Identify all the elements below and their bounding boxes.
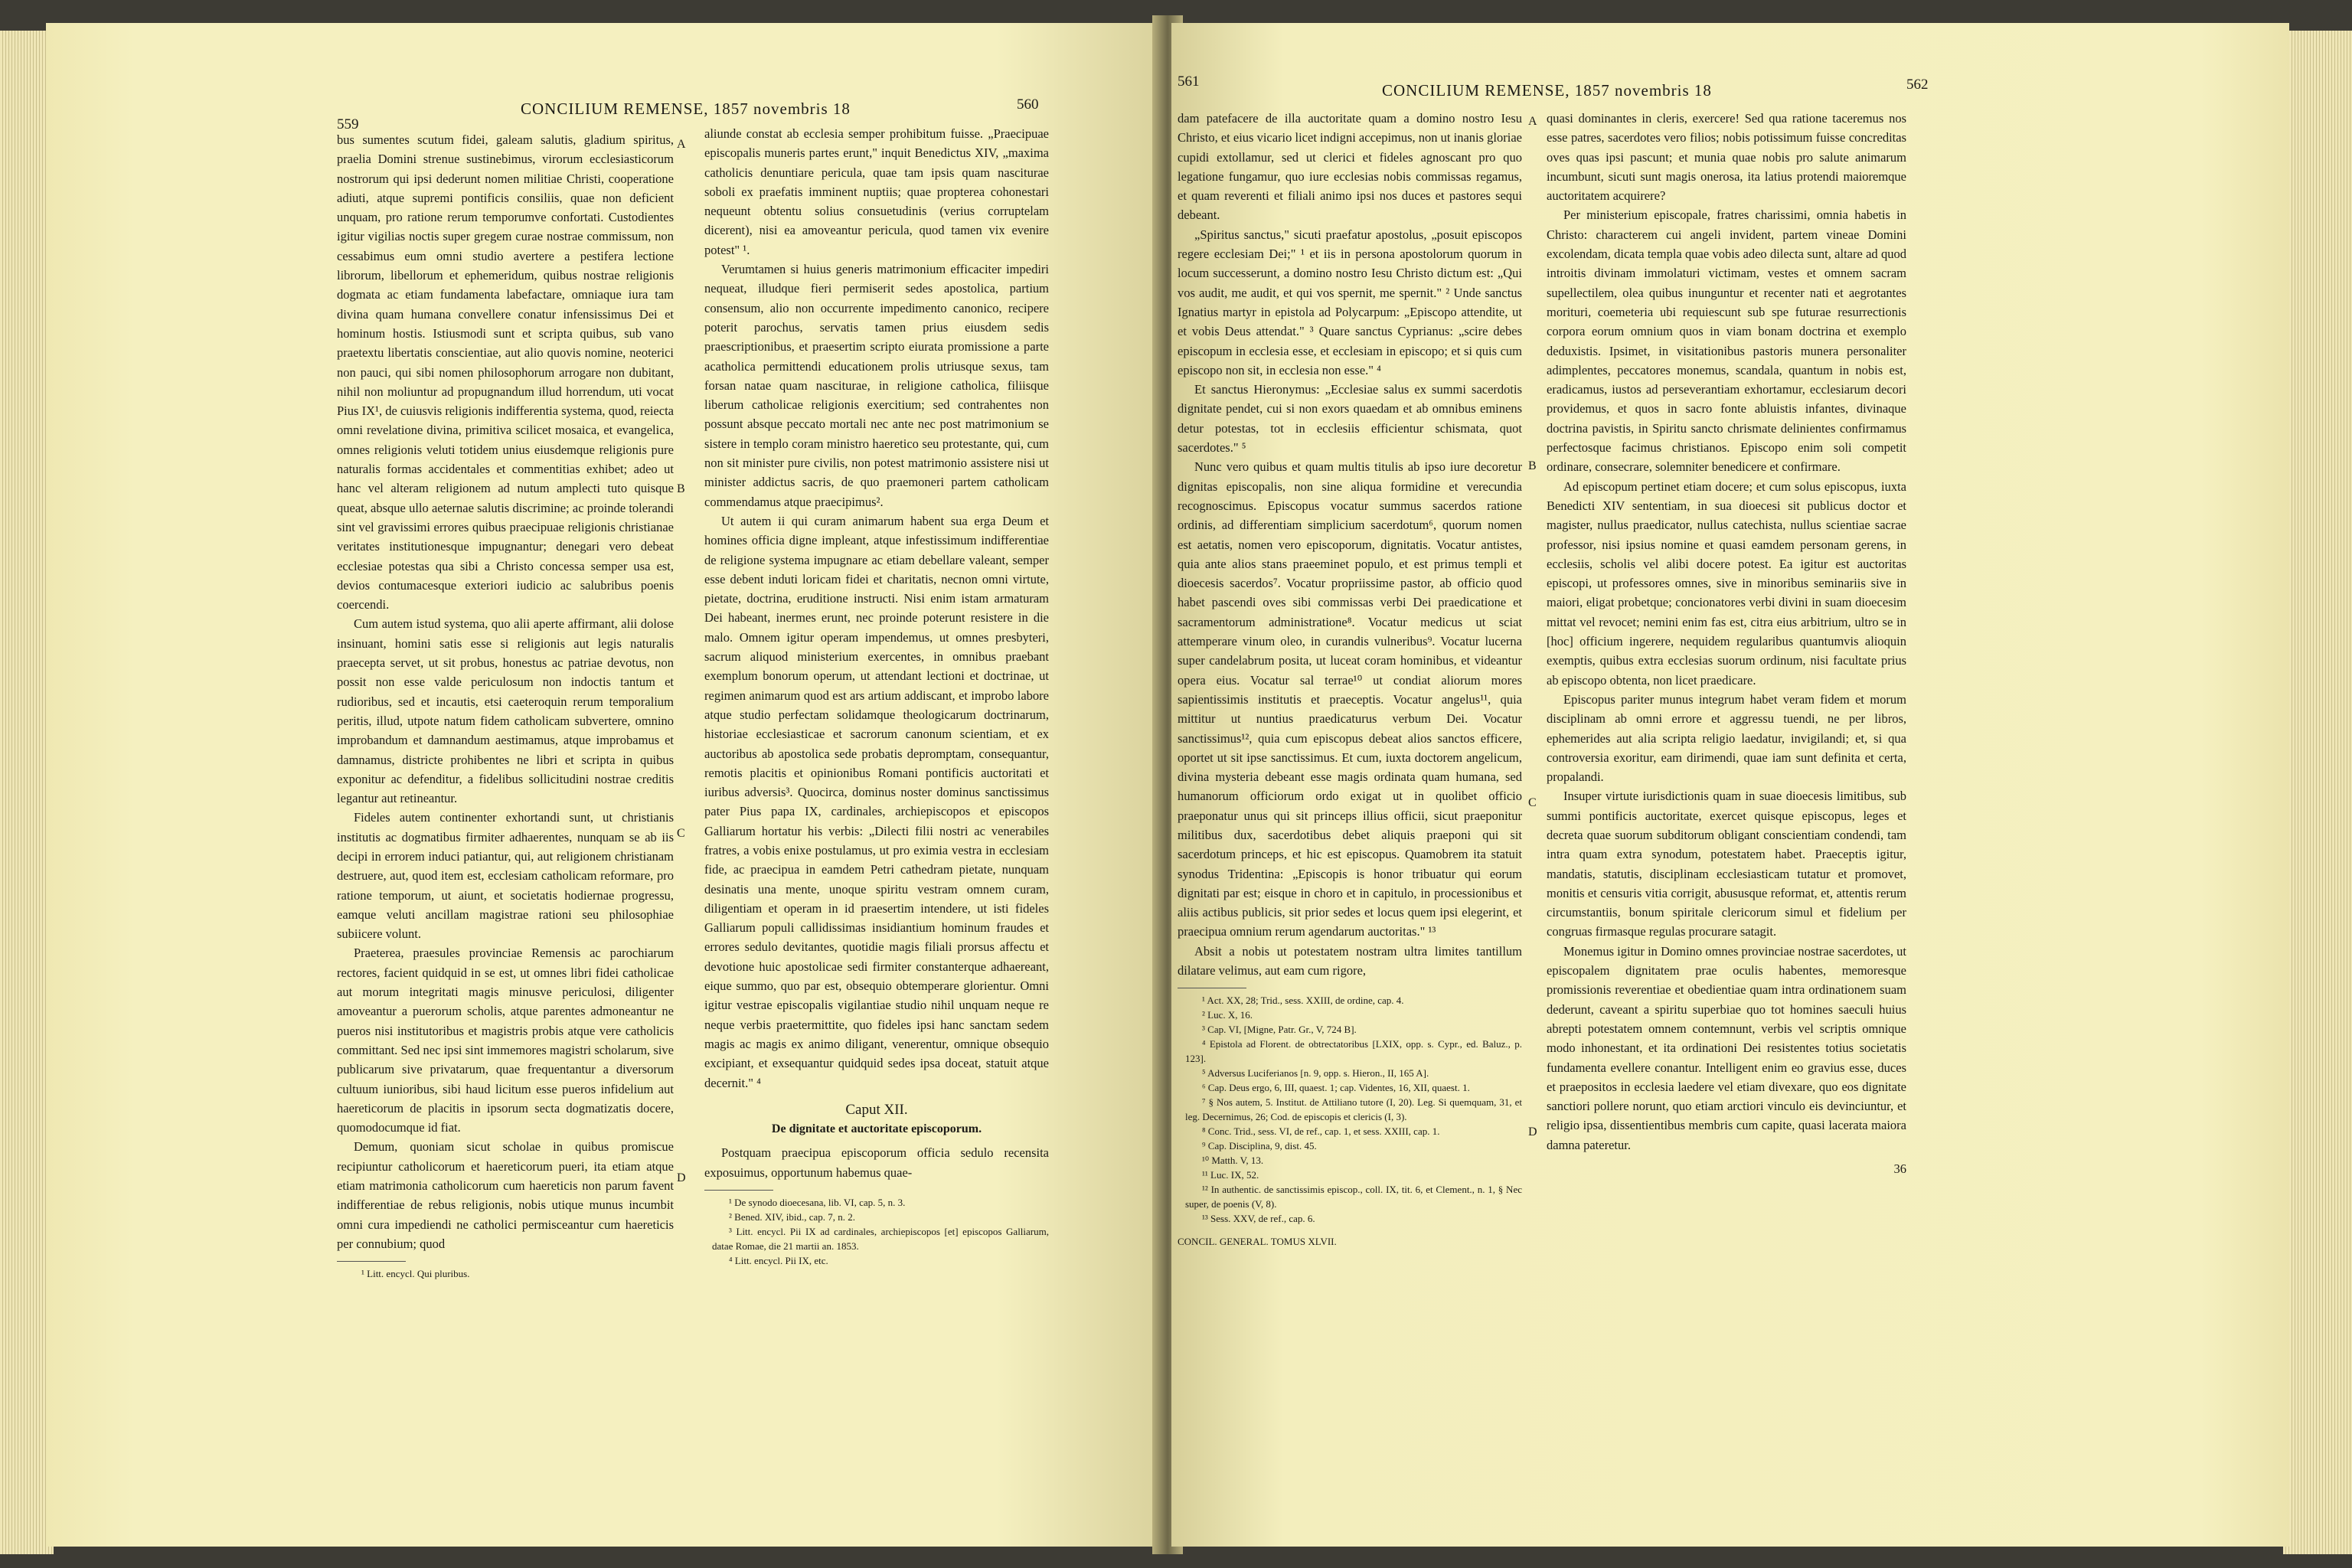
footnote: ⁸ Conc. Trid., sess. VI, de ref., cap. 1, et sess. XXIII, cap. 1.: [1202, 1125, 1440, 1138]
footnote: ¹³ Sess. XXV, de ref., cap. 6.: [1202, 1213, 1315, 1225]
footnote: ¹ Act. XX, 28; Trid., sess. XXIII, de ordine, cap. 4.: [1202, 995, 1404, 1007]
paragraph: Ad episcopum pertinet etiam docere; et cum solus episcopus, iuxta Benedicti XIV sententiam, in sua dioecesi sit publicus doctor et magister, nullus praedicator, nullus catechista, nullus scientiae sacrae professor, nisi ipsius nomine et quasi eamdem personam gerens, in ecclesiis, scholis vel alibi docere potest. Ea igitur est auctoritas episcopi, ut professores omnes, sive in minoribus seminariis sive in maiori, eligat probetque; concionatores verbi divini in suam dioecesim mittat vel revocet; nemini enim fas est, citra eius arbitrium, ultro se in [hoc] officium ingerere, nequidem regularibus quantumvis alioquin exemptis, quibus extra ecclesias suorum ordinum, nisi facultate prius ab episcopo obtenta, non licet praedicare.: [1547, 479, 1906, 688]
margin-letter-d: D: [677, 1171, 686, 1184]
footnote: ¹ Litt. encycl. Qui pluribus.: [361, 1268, 470, 1280]
signature-line: CONCIL. GENERAL. TOMUS XLVII.: [1178, 1236, 1337, 1248]
right-column-1: [1178, 109, 1522, 1252]
footnote: ² Luc. X, 16.: [1202, 1009, 1253, 1021]
footnote: ¹ De synodo dioecesana, lib. VI, cap. 5, n. 3.: [729, 1197, 906, 1209]
footnote: ⁷ § Nos autem, 5. Institut. de Attiliano tutore (I, 20). Leg. Si quemquam, 31, et leg. Decernimus, 26; Cod. de episcopis et clericis (I, 3).: [1185, 1096, 1522, 1123]
right-col2-text: [1547, 109, 1906, 1155]
left-column-2: [704, 124, 1049, 1268]
footnote: ⁴ Epistola ad Florent. de obtrectatoribus [LXIX, opp. s. Cypr., ed. Baluz., p. 123].: [1185, 1038, 1522, 1065]
right-col1-number: 561: [1178, 74, 1200, 90]
paragraph: Nunc vero quibus et quam multis titulis ab ipso iure decoretur dignitas episcopalis, non sine aliqua formidine et verecundia recognoscimus. Episcopus vocatur summus sacerdos ratione ordinis, ad differentiam simplicium sacerdotum⁶, quorum nomen est aetatis, nomen vero episcoporum, dignitatis. Vocatur antistes, quia ante alios stans praeeminet populo, et est primus templi et dioecesis sacerdos⁷. Vocatur propriissime pastor, ab officio quod habet pascendi oves sibi commissas verbi Dei praedicatione et sacramentorum administratione⁸. Vocatur medicus ut sciat attemperare vinum oleo, in curandis vulneribus⁹. Vocatur lucerna super candelabrum posita, ut luceat coram hominibus, et videantur opera eius. Vocatur sal terrae¹⁰ ut condiat aliorum mores sapientissimis institutis et praeceptis. Vocatur angelus¹¹, quia mittitur ut nuntius praedicaturus verbum Dei. Vocatur sanctissimus¹², quia cum episcopus debeat alios sanctos efficere, oportet ut sit ipse sanctissimus. Et cum, iuxta doctorem angelicum, divina mysteria debeant esse magis ordinata quam humana, sed humanorum officiorum ordo exigat ut in quolibet officio praeponatur unus qui sit princeps illius officii, sicut praeponitur militibus dux, sacerdotibus debet aliquis praeponi qui sit sacerdotum princeps, et hic est episcopus. Quamobrem ita statuit synodus Tridentina: „Episcopis is honor tribuatur qui eorum dignitati par est; eisque in choro et in capitulo, in processionibus et aliis actibus publicis, sit prior sedes et locus quem ipsi elegerint, et praecipua omnium rerum agendarum auctoritas." ¹³: [1178, 459, 1522, 939]
caput-subtitle: De dignitate et auctoritate episcoporum.: [771, 1122, 982, 1136]
footnote: ⁹ Cap. Disciplina, 9, dist. 45.: [1202, 1140, 1317, 1152]
paragraph: Praeterea, praesules provinciae Remensis ac parochiarum rectores, facient quidquid in se est, ut omnes libri fidei catholicae aut morum integritati magis minusve periculosi, diligenter amoveantur a puerorum scholis, atque parentes admoneantur ne pueros nisi institutoribus et magistris probis atque vere catholicis committant. Sed nec ipsi sint immemores magistri scholarum, sive publicarum sive privatarum, quae frequentantur a diversorum cultuum iunioribus, sibi haud licitum esse pueros infidelium aut haereticorum de placitis in ipsorum secta dogmatizatis docere, quomodocumque id fiat.: [337, 946, 674, 1135]
right-running-head: CONCILIUM REMENSE, 1857 novembris 18: [1382, 81, 1712, 100]
left-col1-text: [337, 130, 674, 1253]
paragraph: dam patefacere de illa auctoritate quam a domino nostro Iesu Christo, et eius vicario licet indigni accepimus, non ut inanis gloriae cupidi extollamur, sed ut clerici et fideles agnoscant pro quo legatione fungamur, quo iure ecclesias nobis commissas regamus, et quam reverenti et filiali animo ipsi nos duces et pastores sequi debeant.: [1178, 111, 1522, 223]
right-page: [1171, 23, 2289, 1547]
paragraph: Cum autem istud systema, quo alii aperte affirmant, alii dolose insinuant, homini satis esse si religionis aut legis naturalis praecepta servet, ut sit probus, honestus ac patriae devotus, non possit non esse valde periculosum non indoctis tantum et rudioribus, sed et incautis, etsi caeteroquin rerum temporalium peritis, illud, utpote natum fidem catholicam subvertere, omnino improbandum et damnandum aestimamus, atque improbamus et damnamus, districte prohibentes ne libri et scripta in quibus exponitur ac defenditur, a fidelibus sollicitudini nostrae creditis legantur aut retineantur.: [337, 616, 674, 806]
margin-letter-d: D: [1528, 1125, 1537, 1138]
footnote: ⁴ Litt. encycl. Pii IX, etc.: [729, 1255, 828, 1267]
left-running-head: CONCILIUM REMENSE, 1857 novembris 18: [521, 100, 851, 118]
left-col1-footnotes: [337, 1266, 674, 1281]
left-col2-text: [704, 124, 1049, 1093]
left-column-1: [337, 130, 674, 1281]
paragraph: „Spiritus sanctus," sicuti praefatur apostolus, „posuit episcopos regere ecclesiam Dei;" ¹ et iis in persona apostolorum quorum in locum successerunt, a domino nostro Iesu Christo dictum est: „Qui vos audit, me audit, et qui vos spernit, me spernit." ² Unde sanctus Ignatius martyr in epistola ad Polycarpum: „Episcopo attendite, ut et vobis Deus attendat." ³ Quare sanctus Cyprianus: „scire debes episcopum in ecclesia esse, et ecclesiam in episcopo; et si quis cum episcopo non sit, in ecclesia non esse." ⁴: [1178, 227, 1522, 377]
right-col1-footnotes: [1178, 993, 1522, 1226]
paragraph: Absit a nobis ut potestatem nostram ultra limites tantillum dilatare velimus, aut eam cum rigore,: [1178, 943, 1522, 978]
footnote: ¹² In authentic. de sanctissimis episcop., coll. IX, tit. 6, et Clement., n. 1, § Nec super, de poenis (V, 8).: [1185, 1184, 1522, 1210]
footnote: ¹⁰ Matth. V, 13.: [1202, 1155, 1264, 1167]
caput-title: Caput XII.: [845, 1101, 908, 1118]
paragraph: Insuper virtute iurisdictionis quam in suae dioecesis limitibus, sub summi pontificis auctoritate, exercet quisque episcopus, leges et decreta quae suorum subditorum obligant conscientiam condendi, tam intra quam extra synodum, potestatem habet. Praeceptis igitur, mandatis, statutis, disciplinam ecclesiasticam tutatur et promovet, monitis et censuris vitia corrigit, abususque reformat, et, attentis rerum circumstantiis, bonum spiritale clericorum simul et fidelium per congruas firmasque regulas procurare satagit.: [1547, 789, 1906, 939]
left-page: [46, 23, 1164, 1547]
margin-letter-c: C: [1528, 796, 1537, 809]
caput-paragraph: Postquam praecipua episcoporum officia sedulo recensita exposuimus, opportunum habemus quae-: [704, 1145, 1049, 1180]
margin-letter-b: B: [677, 482, 685, 495]
paragraph: bus sumentes scutum fidei, galeam salutis, gladium spiritus, praelia Domini strenue sustinebimus, virorum ecclesiasticorum nostrorum qui ipsi dederunt nomen militiae Christi, cooperatione adiuti, atque supremi pontificis consiliis, quae non deficient unquam, pro ratione rerum temporumve confortati. Custodientes igitur vigilias noctis super gregem curae nostrae commissum, non cessabimus eum omni studio avertere a pestifera lectione librorum, libellorum et ephemeridum, quibus nostrae religionis dogmata ac etiam fundamenta labefactare, omniaque iura tam divina quam humana convellere conatur infensissimus Dei et hominum hostis. Istiusmodi sunt et scripta quibus, sub vano praetextu libertatis conscientiae, aut alio quovis nomine, neoterici non pauci, qui sibi nomen philosophorum arrogare non dubitant, nihil non moliuntur ad propugnandum illud horrendum, uti vocat Pius IX¹, de cuiusvis religionis indifferentia systema, quod, reiecta omni revelatione divina, primitiva scilicet mosaica, et evangelica, omnes religionis veluti totidem unius eiusdemque religionis pure naturalis formas accidentales et commentitias exhibet; adeo ut hanc vel alteram religionem ad nutum amplecti tuto quisque queat, absque ullo aeternae salutis discrimine; ac proinde tolerandi sint vel gravissimi errores quibus praecipuae religionis christianae veritates institutionesque impugnantur; denegari vero debeat ecclesiae potestas qua sibi a Christo concessa semper usa est, devios contumacesque exteriori iudicio ac salubribus poenis coercendi.: [337, 132, 674, 612]
footnote: ³ Litt. encycl. Pii IX ad cardinales, archiepiscopos [et] episcopos Galliarum, datae Romae, die 21 martii an. 1853.: [712, 1226, 1049, 1253]
paragraph: Per ministerium episcopale, fratres charissimi, omnia habetis in Christo: characterem cui angeli invident, partem vineae Domini excolendam, dicata templa quae vobis adeo dilecta sunt, altare ad quod introitis divinam immolaturi victimam, vestes et omnem sacram supellectilem, olea quibus inunguntur et recenter nati et aegrotantes morituri, coemeteria ubi requiescunt sub spe futurae resurrectionis corpora eorum omnium quos in viam bonam doctrina et exemplo deduxistis. Ipsimet, in visitationibus pastoris munera personaliter adimplentes, peccatores monemus, scandala, quantum in nobis est, eradicamus, iustos ad perseverantiam exhortamur, ecclesiarum decori providemus, et quos in sacro fonte abluistis infantes, divinaque doctrina pavistis, in Spiritu sancto chrismate delinientes confirmamus perfectosque facimus christianos. Episcopo enim soli competit ordinare, consecrare, solemniter benedicere et confirmare.: [1547, 207, 1906, 475]
page-edges-right: [2283, 31, 2352, 1554]
footnote: ³ Cap. VI, [Migne, Patr. Gr., V, 724 B].: [1202, 1024, 1357, 1036]
footnote: ⁶ Cap. Deus ergo, 6, III, quaest. 1; cap. Videntes, 16, XII, quaest. 1.: [1202, 1082, 1470, 1094]
paragraph: Episcopus pariter munus integrum habet veram fidem et morum disciplinam ab omni errore et aggressu tuendi, ne per libros, ephemerides aut alia scripta religio laedatur, invigilandi; et, si qua controversia exoritur, eam dirimendi, quae iam sunt definita et certa, propalandi.: [1547, 691, 1906, 785]
paragraph: aliunde constat ab ecclesia semper prohibitum fuisse. „Praecipuae episcopalis muneris partes erunt," inquit Benedictus XIV, „maxima catholicis denuntiare pericula, quae tam ipsis quam nasciturae soboli ex praefatis imminent nuptiis; quae propterea cohonestari nequeunt obtentu solius consuetudinis (verius corruptelam dicerent), nisi ea amoveantur pericula, quod tamen vix evenire potest" ¹.: [704, 126, 1049, 257]
right-col1-text: [1178, 109, 1522, 980]
right-column-2: [1547, 109, 1906, 1178]
paragraph: Ut autem ii qui curam animarum habent sua erga Deum et homines officia digne impleant, atque infestissimum indifferentiae de religione systema impugnare ac etiam debellare valeant, semper esse debent induti loricam fidei et charitatis, necnon omni virtute, pietate, doctrina, eruditione instructi. Nisi enim istam armaturam Dei habeant, inermes erunt, nec proinde poterunt resistere in die malo. Omnem igitur operam impendemus, ut omnes presbyteri, sacrum aliquod ministerium exercentes, in omnibus praebant exemplum bonorum operum, ut attendant lectioni et doctrinae, ut regimen animarum quod est ars artium addiscant, et improbo labore atque studio perfectam solidamque theologicarum doctrinarum, historiae ecclesiasticae et sacrorum canonum scientiam, et ex auctoribus ab apostolica sede probatis depromptam, consequantur, remotis placitis et opinionibus Romani pontificis auctoritati et iuribus adversis³. Quocirca, dominus noster dominus sanctissimus pater Pius papa IX, cardinales, archiepiscopos et episcopos Galliarum hortatur his verbis: „Dilecti filii nostri ac venerabiles fratres, a vobis enixe postulamus, ut pro eximia vestra in ecclesiam fide, ac praecipua in eamdem Petri cathedram pietate, nunquam desinatis una mente, unoque spiritu vestram omnem curam, diligentiam et operam in id praesertim intendere, ut isti fideles Galliarum populi callidissimas insidiantium hominum fraudes et errores sedulo devitantes, quotidie magis filiali prorsus affectu et devotione huic apostolicae sedi firmiter constanterque adhaereant, eique summo, quo par est, obsequio obtemperare glorientur. Omni igitur vestrae episcopalis vigilantiae studio nihil unquam neque re neque verbis praetermittite, quo fideles ipsi hanc sanctam sedem magis ac magis ex animo diligant, venerentur, omnique obsequio excipiant, et exsequantur quidquid sedes ipsa doceat, statuit atque decernit." ⁴: [704, 513, 1049, 1090]
footnote: ⁵ Adversus Luciferianos [n. 9, opp. s. Hieron., II, 165 A].: [1202, 1067, 1429, 1080]
left-col1-number: 559: [337, 116, 359, 132]
footnote: ¹¹ Luc. IX, 52.: [1202, 1169, 1259, 1181]
paragraph: Fideles autem continenter exhortandi sunt, ut christianis institutis ac dogmatibus firmiter adhaerentes, nunquam se ab iis decipi in errorem induci patiantur, qui, aut religionem christianam destruere, aut, quod item est, ecclesiam catholicam reformare, pro ratione temporum, ut aiunt, et societatis hodiernae progressu, eamque veluti ancillam magistrae rationi seu philosophiae subiicere volunt.: [337, 810, 674, 942]
right-col2-number: 562: [1906, 77, 1929, 93]
paragraph: quasi dominantes in cleris, exercere! Sed qua ratione taceremus nos esse patres, sacerdotes vero filios; nobis potissimum fuisse concreditas oves quas ipsi pascunt; et munia quae nobis pro salute animarum incumbunt, sicuti sunt magis onerosa, ita latius protendi maioremque auctoritatem acquirere?: [1547, 111, 1906, 204]
margin-letter-c: C: [677, 827, 685, 840]
margin-letter-a: A: [677, 138, 686, 151]
bottom-page-number: 36: [1893, 1161, 1906, 1177]
left-col2-footnotes: [704, 1195, 1049, 1268]
paragraph: Verumtamen si huius generis matrimonium efficaciter impediri nequeat, illudque fieri permiserit sedes apostolica, partium consensum, alio non occurrente impedimento canonico, recipere poterit parochus, servatis tamen prius eiusdem sedis praescriptionibus, et praesertim scripto eiurata promissione a parte acatholica permittendi educationem prolis utriusque sexus, tam forsan natae quam nasciturae, in religione catholica, filiisque liberum catholicae religionis exercitium; sed contrahentes non possunt absque peccato mortali nec ante nec post matrimonium se sistere in templo coram ministro haeretico seu protestante, qui, cum non sit minister pure civilis, non potest matrimonio assistere nisi ut minister addictus sacris, de quo praemoneri partem catholicam commendamus atque praecipimus².: [704, 262, 1049, 509]
footnote: ² Bened. XIV, ibid., cap. 7, n. 2.: [729, 1211, 856, 1223]
left-col2-number: 560: [1017, 96, 1039, 113]
margin-letter-b: B: [1528, 459, 1537, 472]
paragraph: Et sanctus Hieronymus: „Ecclesiae salus ex summi sacerdotis dignitate pendet, cui si non exors quaedam et ab omnibus eminens detur potestas, tot in ecclesiis efficientur schismata, quot sacerdotes." ⁵: [1178, 382, 1522, 456]
footnote-rule: [337, 1261, 406, 1262]
margin-letter-a: A: [1528, 115, 1537, 128]
paragraph: Demum, quoniam sicut scholae in quibus promiscue recipiuntur catholicorum et haereticorum pueri, ita etiam atque etiam matrimonia catholicorum cum haereticis non parum favent indifferentiae de rebus religionis, nobis utique munus incumbit omni cura impediendi ne catholici permisceantur cum haereticis per connubium; quod: [337, 1139, 674, 1251]
footnote-rule: [704, 1190, 773, 1191]
paragraph: Monemus igitur in Domino omnes provinciae nostrae sacerdotes, ut episcopalem dignitatem prae oculis habentes, memoresque promissionis reverentiae et obedientiae quam intra ordinationem suam dederunt, caveant a spiritu superbiae quo tot homines saeculi huius abrepti potestatem omnem contemnunt, verbis vel scriptis omnique modo inhonestant, et ita ordinationi Dei resistentes totius societatis fundamenta evellere conantur. Intelligent enim eo gravius esse, duces et praepositos in ecclesia laedere vel etiam divexare, quo eos dignitate sanctiori pollere norunt, quo etiam arctiori vinculo eis devinciuntur, et religio ipsa, dissentientibus membris cum capite, quasi lacerata maiora damna pateretur.: [1547, 943, 1906, 1152]
